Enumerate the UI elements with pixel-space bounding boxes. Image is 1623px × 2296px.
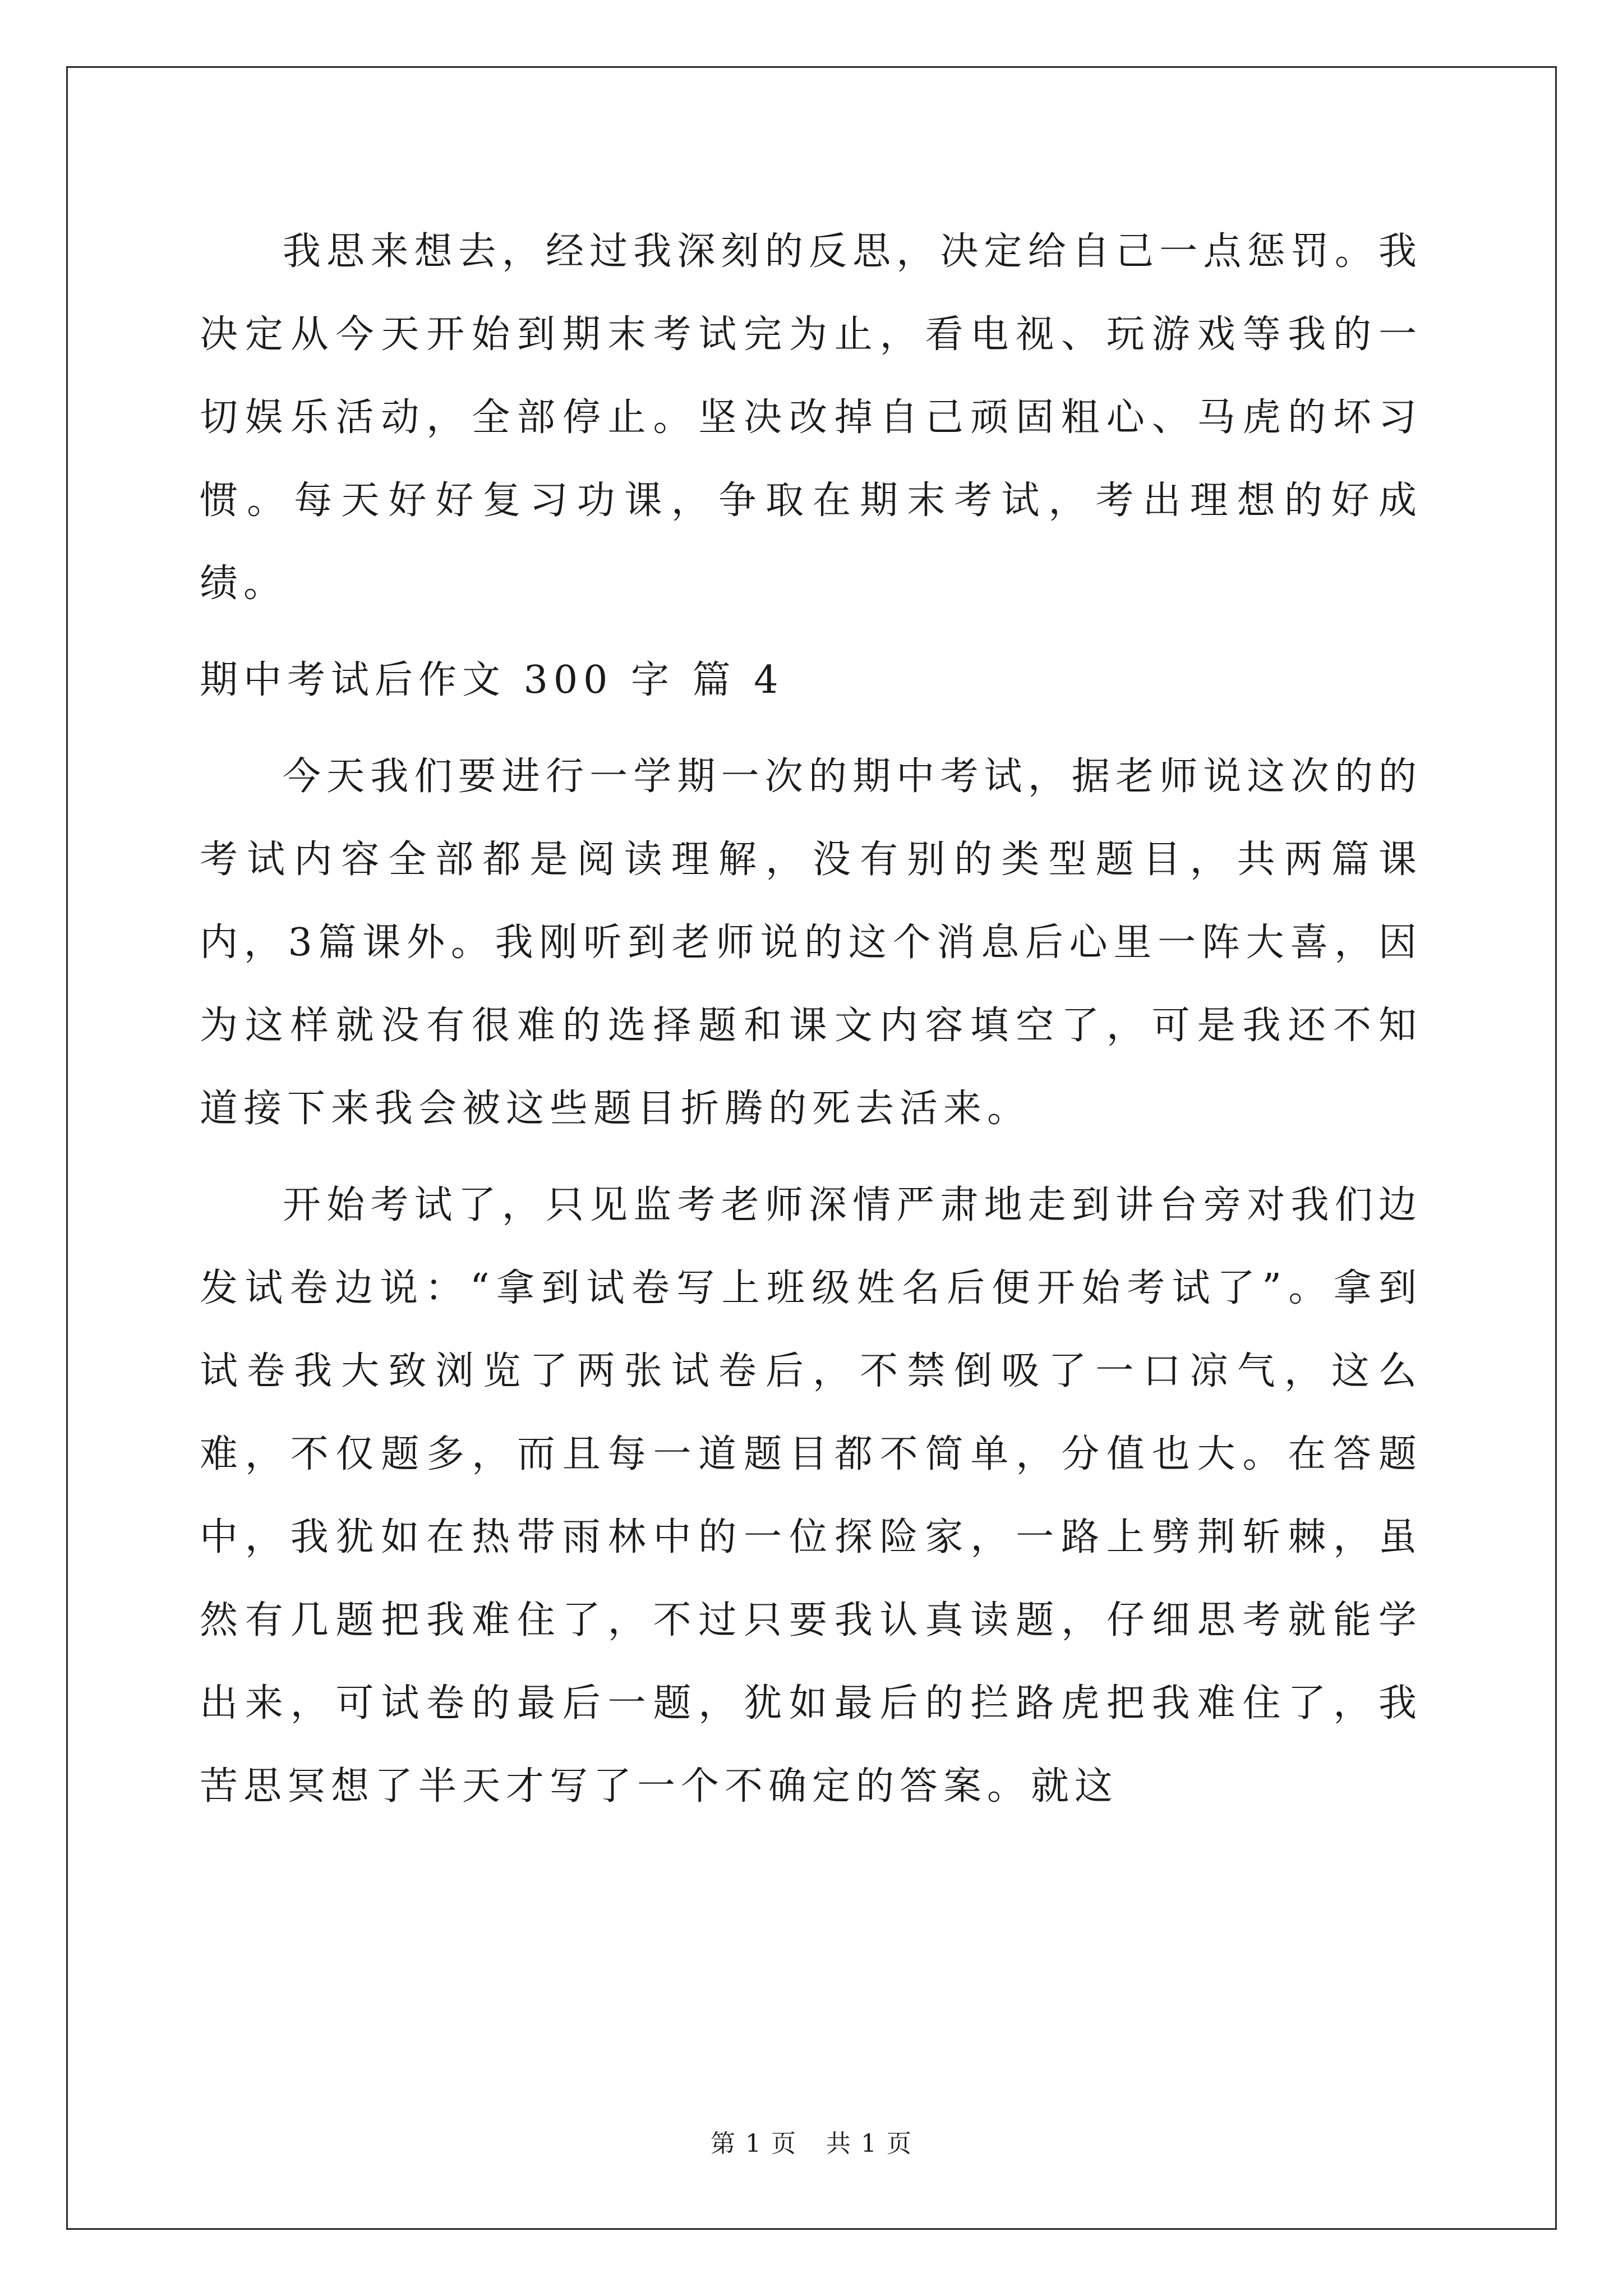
page-total: 共 1 页 xyxy=(826,2129,912,2158)
section-heading: 期中考试后作文 300 字 篇 4 xyxy=(200,658,784,702)
page-footer xyxy=(0,2123,1623,2159)
document-body xyxy=(200,210,1422,1842)
paragraph-3: 开始考试了，只见监考老师深情严肃地走到讲台旁对我们边发试卷边说：“拿到试卷写上班级姓名后便开始考试了”。拿到试卷我大致浏览了两张试卷后，不禁倒吸了一口凉气，这么难，不仅题多，而且每一道题目都不简单，分值也大。在答题中，我犹如在热带雨林中的一位探险家，一路上劈荆斩棘，虽然有几题把我难住了，不过只要我认真读题，仔细思考就能学出来，可试卷的最后一题，犹如最后的拦路虎把我难住了，我苦思冥想了半天才写了一个不确定的答案。就这 xyxy=(200,1183,1422,1809)
paragraph-1: 我思来想去，经过我深刻的反思，决定给自己一点惩罚。我决定从今天开始到期末考试完为止，看电视、玩游戏等我的一切娱乐活动，全部停止。坚决改掉自己顽固粗心、马虎的坏习惯。每天好好复习功课，争取在期末考试，考出理想的好成绩。 xyxy=(200,229,1422,606)
page-number: 第 1 页 xyxy=(711,2129,797,2158)
paragraph-2: 今天我们要进行一学期一次的期中考试，据老师说这次的的考试内容全部都是阅读理解，没有别的类型题目，共两篇课内，3篇课外。我刚听到老师说的这个消息后心里一阵大喜，因为这样就没有很难的选择题和课文内容填空了，可是我还不知道接下来我会被这些题目折腾的死去活来。 xyxy=(200,754,1422,1131)
